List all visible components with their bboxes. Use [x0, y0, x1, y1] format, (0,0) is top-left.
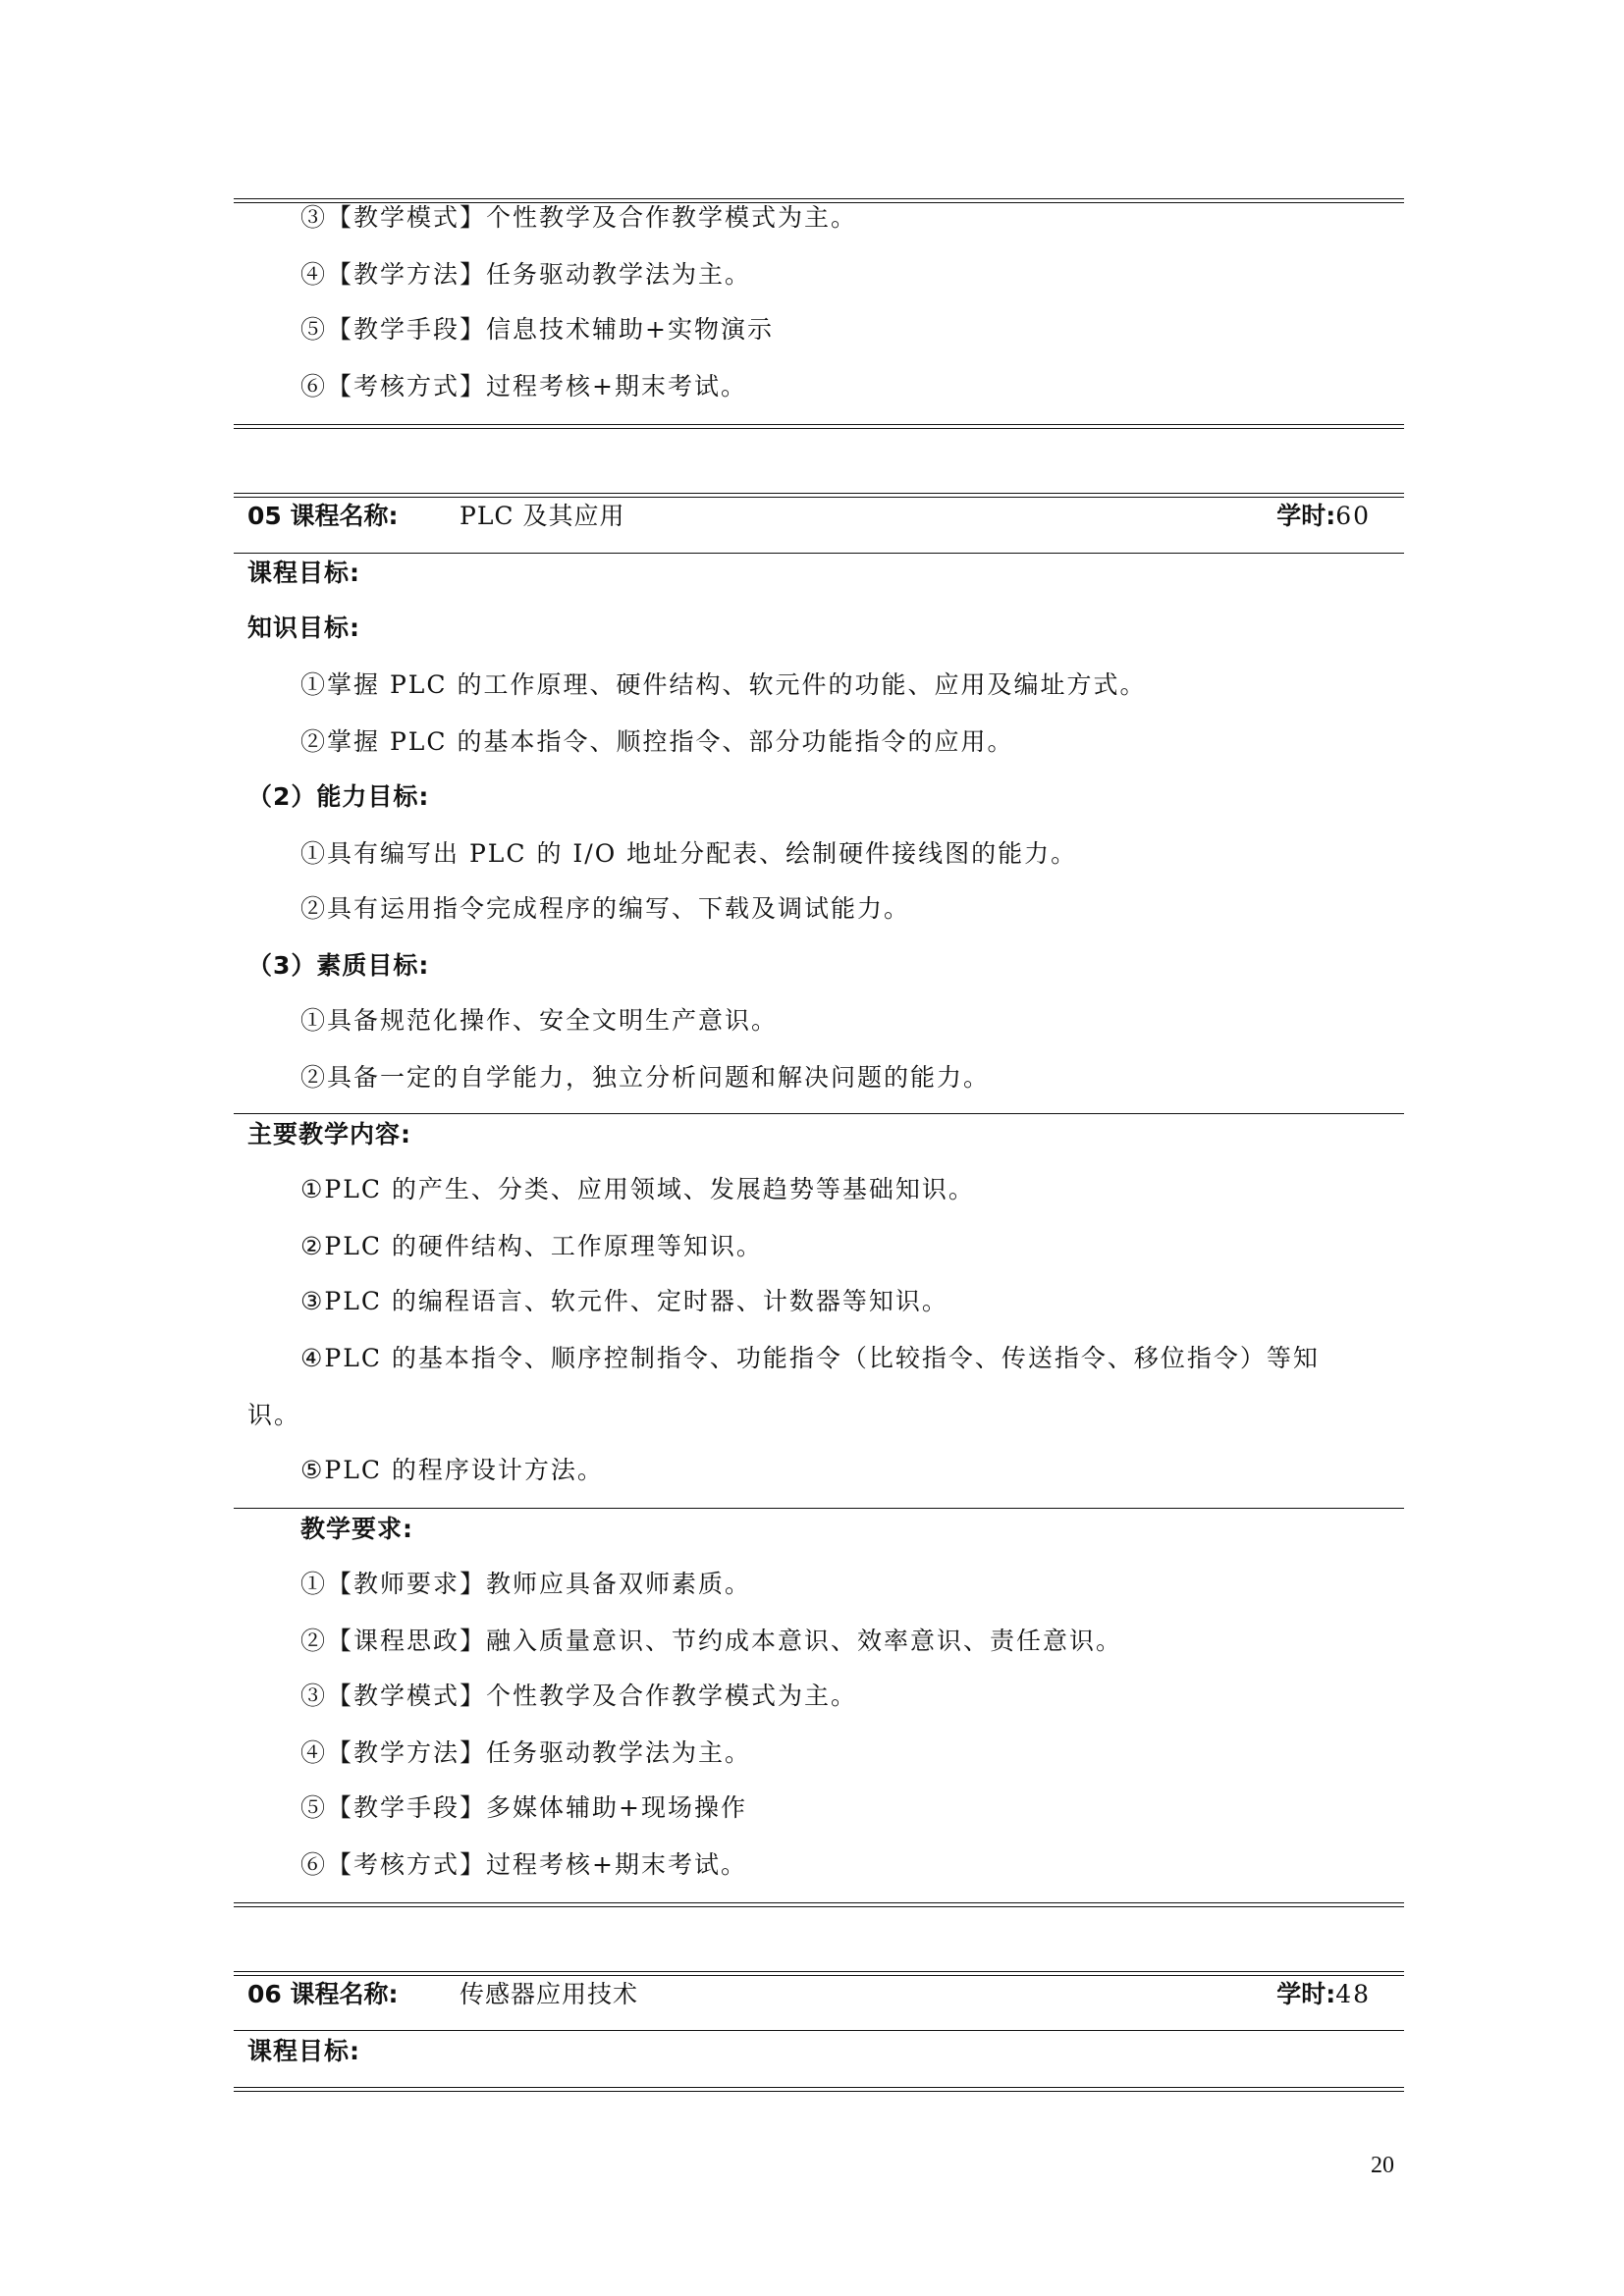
course05-req-heading: 教学要求:: [300, 1515, 413, 1543]
course05-quality-heading: （3）素质目标:: [247, 951, 430, 980]
course05-hours-label: 学时:: [1276, 502, 1336, 530]
course05-ability-item-1: ①具有编写出 PLC 的 I/O 地址分配表、绘制硬件接线图的能力。: [300, 839, 1078, 868]
course05-knowledge-item-1: ①掌握 PLC 的工作原理、硬件结构、软元件的功能、应用及编址方式。: [300, 670, 1147, 699]
course05-content-item-4-cont: 识。: [247, 1401, 301, 1429]
rule-c06-end-1: [234, 2087, 1404, 2088]
rule-c05-end-2: [234, 1906, 1404, 1907]
course05-ability-item-2: ②具有运用指令完成程序的编写、下载及调试能力。: [300, 894, 911, 923]
course05-content-item-3: ③PLC 的编程语言、软元件、定时器、计数器等知识。: [300, 1287, 948, 1315]
page-number: 20: [1371, 2153, 1394, 2178]
course06-name: 传感器应用技术: [460, 1980, 639, 2008]
course05-req-item-4: ④【教学方法】任务驱动教学法为主。: [300, 1738, 752, 1767]
course06-hours-label: 学时:: [1276, 1980, 1336, 2008]
course05-knowledge-item-2: ②掌握 PLC 的基本指令、顺控指令、部分功能指令的应用。: [300, 727, 1014, 756]
top-line-4: ⑥【考核方式】过程考核+期末考试。: [300, 372, 747, 400]
course06-hours: [1276, 1973, 1371, 2016]
course06-hours-value: 48: [1335, 1980, 1371, 2008]
course05-content-item-1: ①PLC 的产生、分类、应用领域、发展趋势等基础知识。: [300, 1175, 975, 1203]
course05-content-heading: 主要教学内容:: [247, 1120, 411, 1148]
course05-req-item-3: ③【教学模式】个性教学及合作教学模式为主。: [300, 1682, 858, 1710]
course06-goals-heading: 课程目标:: [247, 2037, 360, 2065]
rule-c05-end-1: [234, 1902, 1404, 1903]
top-line-2: ④【教学方法】任务驱动教学法为主。: [300, 260, 752, 289]
course06-header: [247, 1973, 1386, 2016]
course05-req-item-1: ①【教师要求】教师应具备双师素质。: [300, 1570, 752, 1598]
course05-quality-item-1: ①具备规范化操作、安全文明生产意识。: [300, 1006, 779, 1035]
rule-c06-header-bottom: [234, 2030, 1404, 2031]
course05-content-item-4: ④PLC 的基本指令、顺序控制指令、功能指令（比较指令、传送指令、移位指令）等知: [300, 1344, 1320, 1372]
rule-c05-start-1: [234, 493, 1404, 494]
rule-c06-end-2: [234, 2091, 1404, 2092]
course05-hours-value: 60: [1335, 502, 1371, 530]
rule-top-end-1: [234, 424, 1404, 425]
course05-hours: [1276, 495, 1371, 538]
course05-req-item-2: ②【课程思政】融入质量意识、节约成本意识、效率意识、责任意识。: [300, 1627, 1123, 1655]
course05-ability-heading: （2）能力目标:: [247, 782, 430, 811]
course05-name: PLC 及其应用: [460, 502, 625, 530]
course05-goals-heading: 课程目标:: [247, 559, 360, 587]
rule-c05-req-top: [234, 1508, 1404, 1509]
course05-req-item-6: ⑥【考核方式】过程考核+期末考试。: [300, 1850, 747, 1879]
rule-c05-content-top: [234, 1113, 1404, 1114]
course05-quality-item-2: ②具备一定的自学能力，独立分析问题和解决问题的能力。: [300, 1063, 991, 1092]
course05-content-item-5: ⑤PLC 的程序设计方法。: [300, 1456, 604, 1484]
top-line-1: ③【教学模式】个性教学及合作教学模式为主。: [300, 203, 858, 232]
course05-req-item-5: ⑤【教学手段】多媒体辅助+现场操作: [300, 1793, 747, 1822]
top-line-3: ⑤【教学手段】信息技术辅助+实物演示: [300, 315, 774, 344]
course05-content-item-2: ②PLC 的硬件结构、工作原理等知识。: [300, 1232, 763, 1260]
rule-c06-start-1: [234, 1971, 1404, 1972]
rule-top-end-2: [234, 428, 1404, 429]
course05-header: [247, 495, 1386, 538]
course05-number-label: 05 课程名称:: [247, 502, 399, 530]
course06-number-label: 06 课程名称:: [247, 1980, 399, 2008]
course05-knowledge-heading: 知识目标:: [247, 614, 360, 642]
